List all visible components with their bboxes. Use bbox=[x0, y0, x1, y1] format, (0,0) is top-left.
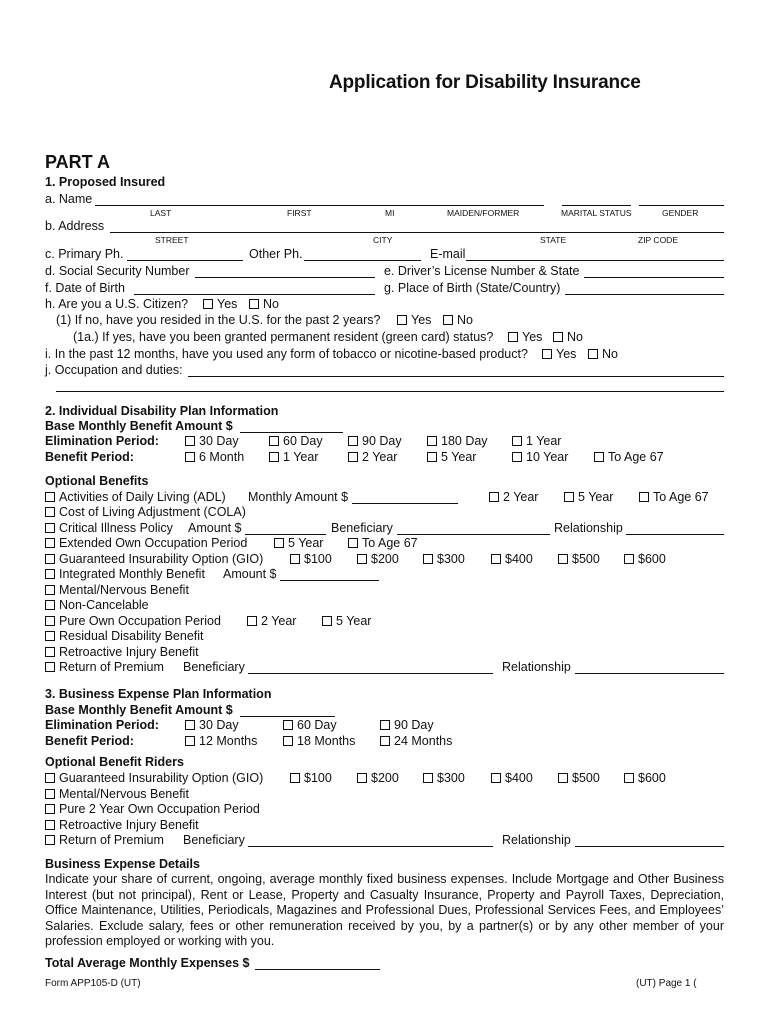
s3-gio-300[interactable]: $300 bbox=[423, 771, 465, 785]
s3-elim-90-day[interactable]: 90 Day bbox=[380, 718, 434, 732]
checkbox[interactable] bbox=[290, 554, 300, 564]
s2-benefit-6-month[interactable]: 6 Month bbox=[185, 450, 244, 464]
other-phone-field[interactable] bbox=[304, 260, 421, 261]
checkbox[interactable] bbox=[203, 299, 213, 309]
s2-elim-60-day[interactable]: 60 Day bbox=[269, 434, 323, 448]
s2-benefit-10-year[interactable]: 10 Year bbox=[512, 450, 568, 464]
dob-field[interactable] bbox=[134, 294, 375, 295]
critical-illness-option[interactable]: Critical Illness Policy bbox=[45, 521, 173, 535]
s2-mental-nervous-option[interactable]: Mental/Nervous Benefit bbox=[45, 583, 189, 597]
checkbox[interactable] bbox=[185, 436, 195, 446]
checkbox[interactable] bbox=[542, 349, 552, 359]
critical-relationship-field[interactable] bbox=[626, 534, 724, 535]
checkbox[interactable] bbox=[348, 436, 358, 446]
other-phone-label: Other Ph. bbox=[249, 247, 303, 261]
checkbox[interactable] bbox=[348, 538, 358, 548]
checkbox[interactable] bbox=[380, 720, 390, 730]
checkbox[interactable] bbox=[45, 820, 55, 830]
checkbox[interactable] bbox=[45, 600, 55, 610]
checkbox[interactable] bbox=[45, 835, 55, 845]
checkbox[interactable] bbox=[491, 773, 501, 783]
checkbox[interactable] bbox=[588, 349, 598, 359]
primary-phone-field[interactable] bbox=[127, 260, 243, 261]
pure-own-5-year[interactable]: 5 Year bbox=[322, 614, 371, 628]
adl-2-year[interactable]: 2 Year bbox=[489, 490, 538, 504]
adl-to-age-67[interactable]: To Age 67 bbox=[639, 490, 709, 504]
s2-gio-200[interactable]: $200 bbox=[357, 552, 399, 566]
name-sub-mi: MI bbox=[385, 208, 395, 218]
occupation-label: j. Occupation and duties: bbox=[45, 363, 183, 377]
resided-no-option[interactable]: No bbox=[443, 313, 473, 327]
critical-relationship-label: Relationship bbox=[554, 521, 623, 535]
checkbox[interactable] bbox=[423, 554, 433, 564]
name-sub-last: LAST bbox=[150, 208, 172, 218]
license-field[interactable] bbox=[584, 277, 724, 278]
checkbox[interactable] bbox=[185, 720, 195, 730]
critical-amount-label: Amount $ bbox=[188, 521, 242, 535]
pob-label: g. Place of Birth (State/Country) bbox=[384, 281, 561, 295]
form-number: Form APP105-D (UT) bbox=[45, 978, 141, 989]
s2-benefit-5-year[interactable]: 5 Year bbox=[427, 450, 476, 464]
total-expenses-field[interactable] bbox=[255, 969, 380, 970]
checkbox[interactable] bbox=[185, 452, 195, 462]
checkbox[interactable] bbox=[45, 616, 55, 626]
green-card-question: (1a.) If yes, have you been granted permanent resident (green card) status? bbox=[73, 330, 494, 344]
s2-elim-90-day[interactable]: 90 Day bbox=[348, 434, 402, 448]
tobacco-yes-option[interactable]: Yes bbox=[542, 347, 576, 361]
extended-to-age-67[interactable]: To Age 67 bbox=[348, 536, 418, 550]
address-sub-zip: ZIP CODE bbox=[638, 235, 678, 245]
address-sub-city: CITY bbox=[373, 235, 393, 245]
s2-benefit-to-age-67[interactable]: To Age 67 bbox=[594, 450, 664, 464]
occupation-field[interactable] bbox=[188, 376, 724, 377]
occupation-field-line-2[interactable] bbox=[56, 391, 724, 392]
s3-gio-100[interactable]: $100 bbox=[290, 771, 332, 785]
checkbox[interactable] bbox=[45, 789, 55, 799]
checkbox[interactable] bbox=[357, 554, 367, 564]
optional-benefits-heading: Optional Benefits bbox=[45, 474, 149, 488]
s3-benefit-18-months[interactable]: 18 Months bbox=[283, 734, 355, 748]
s2-rop-relationship-field[interactable] bbox=[575, 673, 724, 674]
s2-gio-300[interactable]: $300 bbox=[423, 552, 465, 566]
checkbox[interactable] bbox=[185, 736, 195, 746]
citizen-yes-option[interactable]: Yes bbox=[203, 297, 237, 311]
s3-base-benefit-label: Base Monthly Benefit Amount $ bbox=[45, 703, 233, 717]
s2-benefit-2-year[interactable]: 2 Year bbox=[348, 450, 397, 464]
checkbox[interactable] bbox=[558, 773, 568, 783]
s3-benefit-period-label: Benefit Period: bbox=[45, 734, 134, 748]
checkbox[interactable] bbox=[322, 616, 332, 626]
s3-gio-600[interactable]: $600 bbox=[624, 771, 666, 785]
green-card-yes-option[interactable]: Yes bbox=[508, 330, 542, 344]
checkbox[interactable] bbox=[269, 436, 279, 446]
page-title: Application for Disability Insurance bbox=[329, 72, 641, 93]
address-sub-street: STREET bbox=[155, 235, 189, 245]
s3-benefit-12-months[interactable]: 12 Months bbox=[185, 734, 257, 748]
checkbox[interactable] bbox=[512, 452, 522, 462]
address-sub-state: STATE bbox=[540, 235, 567, 245]
tobacco-question: i. In the past 12 months, have you used any form of tobacco or nicotine-based product? bbox=[45, 347, 528, 361]
critical-beneficiary-label: Beneficiary bbox=[331, 521, 393, 535]
email-label: E-mail bbox=[430, 247, 466, 261]
s2-gio-option[interactable]: Guaranteed Insurability Option (GIO) bbox=[45, 552, 263, 566]
s2-retroactive-injury-option[interactable]: Retroactive Injury Benefit bbox=[45, 645, 199, 659]
pure-own-2-year[interactable]: 2 Year bbox=[247, 614, 296, 628]
cola-option[interactable]: Cost of Living Adjustment (COLA) bbox=[45, 505, 246, 519]
s3-benefit-24-months[interactable]: 24 Months bbox=[380, 734, 452, 748]
pure-2-year-own-occupation-option[interactable]: Pure 2 Year Own Occupation Period bbox=[45, 802, 260, 816]
checkbox[interactable] bbox=[269, 452, 279, 462]
part-heading: PART A bbox=[45, 152, 110, 172]
checkbox[interactable] bbox=[491, 554, 501, 564]
page-number: (UT) Page 1 ( bbox=[636, 978, 697, 989]
checkbox[interactable] bbox=[45, 662, 55, 672]
critical-beneficiary-field[interactable] bbox=[397, 534, 550, 535]
s2-benefit-1-year[interactable]: 1 Year bbox=[269, 450, 318, 464]
checkbox[interactable] bbox=[553, 332, 563, 342]
s2-elimination-label: Elimination Period: bbox=[45, 434, 159, 448]
checkbox[interactable] bbox=[249, 299, 259, 309]
s3-gio-500[interactable]: $500 bbox=[558, 771, 600, 785]
checkbox[interactable] bbox=[45, 585, 55, 595]
green-card-no-option[interactable]: No bbox=[553, 330, 583, 344]
s2-base-benefit-label: Base Monthly Benefit Amount $ bbox=[45, 419, 233, 433]
name-sub-marital: MARITAL STATUS bbox=[561, 208, 632, 218]
integrated-monthly-benefit-option[interactable]: Integrated Monthly Benefit bbox=[45, 567, 205, 581]
gender-field[interactable] bbox=[639, 205, 724, 206]
section-3-heading: 3. Business Expense Plan Information bbox=[45, 687, 272, 701]
checkbox[interactable] bbox=[594, 452, 604, 462]
checkbox[interactable] bbox=[283, 736, 293, 746]
section-2-heading: 2. Individual Disability Plan Information bbox=[45, 404, 279, 418]
checkbox[interactable] bbox=[380, 736, 390, 746]
integrated-amount-field[interactable] bbox=[280, 580, 379, 581]
checkbox[interactable] bbox=[45, 523, 55, 533]
checkbox[interactable] bbox=[45, 804, 55, 814]
checkbox[interactable] bbox=[508, 332, 518, 342]
citizen-no-option[interactable]: No bbox=[249, 297, 279, 311]
s3-rop-relationship-field[interactable] bbox=[575, 846, 724, 847]
checkbox[interactable] bbox=[639, 492, 649, 502]
address-field[interactable] bbox=[110, 232, 724, 233]
residual-disability-option[interactable]: Residual Disability Benefit bbox=[45, 629, 204, 643]
checkbox[interactable] bbox=[558, 554, 568, 564]
s3-elim-30-day[interactable]: 30 Day bbox=[185, 718, 239, 732]
name-field[interactable] bbox=[95, 205, 544, 206]
s2-gio-600[interactable]: $600 bbox=[624, 552, 666, 566]
pure-own-occupation-option[interactable]: Pure Own Occupation Period bbox=[45, 614, 221, 628]
adl-monthly-amount-field[interactable] bbox=[352, 503, 458, 504]
checkbox[interactable] bbox=[45, 554, 55, 564]
s3-gio-400[interactable]: $400 bbox=[491, 771, 533, 785]
address-label: b. Address bbox=[45, 219, 105, 233]
s2-gio-500[interactable]: $500 bbox=[558, 552, 600, 566]
section-1-heading: 1. Proposed Insured bbox=[45, 175, 166, 189]
ssn-label: d. Social Security Number bbox=[45, 264, 190, 278]
checkbox[interactable] bbox=[45, 647, 55, 657]
checkbox[interactable] bbox=[564, 492, 574, 502]
s3-elimination-label: Elimination Period: bbox=[45, 718, 159, 732]
resided-yes-option[interactable]: Yes bbox=[397, 313, 431, 327]
s2-elim-180-day[interactable]: 180 Day bbox=[427, 434, 488, 448]
adl-monthly-amount-label: Monthly Amount $ bbox=[248, 490, 349, 504]
checkbox[interactable] bbox=[397, 315, 407, 325]
marital-status-field[interactable] bbox=[562, 205, 631, 206]
checkbox[interactable] bbox=[45, 773, 55, 783]
pob-field[interactable] bbox=[565, 294, 724, 295]
s3-elim-60-day[interactable]: 60 Day bbox=[283, 718, 337, 732]
email-field[interactable] bbox=[466, 260, 724, 261]
s3-rop-beneficiary-label: Beneficiary bbox=[183, 833, 245, 847]
checkbox[interactable] bbox=[283, 720, 293, 730]
checkbox[interactable] bbox=[423, 773, 433, 783]
checkbox[interactable] bbox=[427, 436, 437, 446]
name-sub-first: FIRST bbox=[287, 208, 312, 218]
s3-retroactive-injury-option[interactable]: Retroactive Injury Benefit bbox=[45, 818, 199, 832]
total-expenses-label: Total Average Monthly Expenses $ bbox=[45, 956, 250, 970]
checkbox[interactable] bbox=[427, 452, 437, 462]
checkbox[interactable] bbox=[45, 538, 55, 548]
checkbox[interactable] bbox=[512, 436, 522, 446]
extended-5-year[interactable]: 5 Year bbox=[274, 536, 323, 550]
non-cancelable-option[interactable]: Non-Cancelable bbox=[45, 598, 149, 612]
s2-elim-1-year[interactable]: 1 Year bbox=[512, 434, 561, 448]
business-expense-details-heading: Business Expense Details bbox=[45, 857, 200, 871]
adl-option[interactable]: Activities of Daily Living (ADL) bbox=[45, 490, 226, 504]
checkbox[interactable] bbox=[489, 492, 499, 502]
tobacco-no-option[interactable]: No bbox=[588, 347, 618, 361]
adl-5-year[interactable]: 5 Year bbox=[564, 490, 613, 504]
checkbox[interactable] bbox=[45, 492, 55, 502]
name-sub-maiden: MAIDEN/FORMER bbox=[447, 208, 520, 218]
s2-base-benefit-field[interactable] bbox=[240, 432, 343, 433]
s3-rop-beneficiary-field[interactable] bbox=[248, 846, 493, 847]
checkbox[interactable] bbox=[624, 773, 634, 783]
checkbox[interactable] bbox=[45, 507, 55, 517]
checkbox[interactable] bbox=[45, 631, 55, 641]
checkbox[interactable] bbox=[274, 538, 284, 548]
name-label: a. Name bbox=[45, 192, 93, 206]
optional-benefit-riders-heading: Optional Benefit Riders bbox=[45, 755, 184, 769]
resided-question: (1) If no, have you resided in the U.S. for the past 2 years? bbox=[56, 313, 381, 327]
ssn-field[interactable] bbox=[195, 277, 375, 278]
s3-rop-relationship-label: Relationship bbox=[502, 833, 571, 847]
integrated-amount-label: Amount $ bbox=[223, 567, 277, 581]
checkbox[interactable] bbox=[624, 554, 634, 564]
dob-label: f. Date of Birth bbox=[45, 281, 125, 295]
s3-gio-option[interactable]: Guaranteed Insurability Option (GIO) bbox=[45, 771, 263, 785]
s2-benefit-period-label: Benefit Period: bbox=[45, 450, 134, 464]
checkbox[interactable] bbox=[247, 616, 257, 626]
name-sub-gender: GENDER bbox=[662, 208, 699, 218]
s2-gio-100[interactable]: $100 bbox=[290, 552, 332, 566]
s3-return-of-premium-option[interactable]: Return of Premium bbox=[45, 833, 164, 847]
s2-gio-400[interactable]: $400 bbox=[491, 552, 533, 566]
s3-gio-200[interactable]: $200 bbox=[357, 771, 399, 785]
s2-rop-relationship-label: Relationship bbox=[502, 660, 571, 674]
checkbox[interactable] bbox=[45, 569, 55, 579]
checkbox[interactable] bbox=[290, 773, 300, 783]
critical-amount-field[interactable] bbox=[245, 534, 326, 535]
business-expense-details-text: Indicate your share of current, ongoing, average monthly fixed business expenses. Include Mortgage and Other Business Interest (but not principal), Rent or Lease, Property and Casualty Insurance, Property and Payroll Taxes, Depreciation, Office Maintenance, Utilities, Periodicals, Magazines and Professional Dues, Professional Services Fees, and Employees’ Salaries. Exclude salary, fees or other remuneration received by you, by a partner(s) or by any other member of your profession employed or working with you. bbox=[45, 872, 724, 948]
citizen-question: h. Are you a U.S. Citizen? bbox=[45, 297, 189, 311]
checkbox[interactable] bbox=[348, 452, 358, 462]
s2-elim-30-day[interactable]: 30 Day bbox=[185, 434, 239, 448]
s2-return-of-premium-option[interactable]: Return of Premium bbox=[45, 660, 164, 674]
checkbox[interactable] bbox=[443, 315, 453, 325]
s3-mental-nervous-option[interactable]: Mental/Nervous Benefit bbox=[45, 787, 189, 801]
s2-rop-beneficiary-label: Beneficiary bbox=[183, 660, 245, 674]
s3-base-benefit-field[interactable] bbox=[240, 716, 335, 717]
primary-phone-label: c. Primary Ph. bbox=[45, 247, 124, 261]
s2-rop-beneficiary-field[interactable] bbox=[248, 673, 493, 674]
checkbox[interactable] bbox=[357, 773, 367, 783]
extended-own-occupation-option[interactable]: Extended Own Occupation Period bbox=[45, 536, 247, 550]
license-label: e. Driver’s License Number & State bbox=[384, 264, 580, 278]
